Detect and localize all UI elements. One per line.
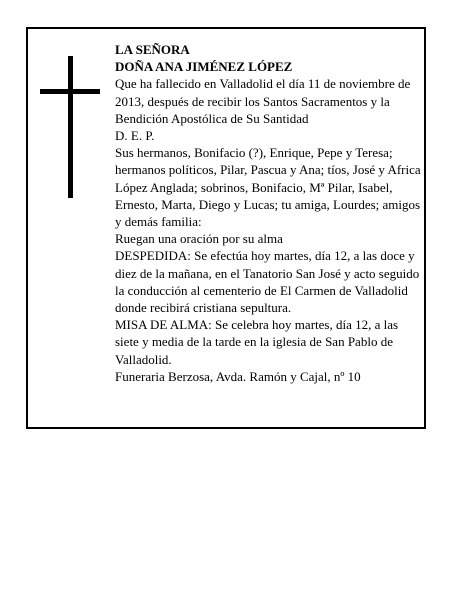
deceased-name: DOÑA ANA JIMÉNEZ LÓPEZ: [115, 59, 293, 75]
farewell-details: DESPEDIDA: Se efectúa hoy martes, día 12, a las doce y diez de la mañana, en el Tanatorio San José y acto seguido la conducción al cementerio de El Carmen de Valladolid donde recibirá cristiana sepultura.: [115, 248, 420, 316]
mass-details: MISA DE ALMA: Se celebra hoy martes, día 12, a las siete y media de la tarde en la iglesia de San Pablo de Valladolid.: [115, 317, 399, 367]
family-list: Sus hermanos, Bonifacio (?), Enrique, Pepe y Teresa; hermanos políticos, Pilar, Pascua y Ana; tíos, José y Africa López Anglada; sobrinos, Bonifacio, Mª Pilar, Isabel, Ernesto, Marta, Diego y Lucas; tu amiga, Lourdes; amigos y demás familia:: [115, 145, 421, 230]
obituary-notice: [26, 27, 426, 429]
notice-title: LA SEÑORA: [115, 42, 190, 57]
prayer-request: Ruegan una oración por su alma: [115, 231, 283, 247]
funeral-home: Funeraria Berzosa, Avda. Ramón y Cajal, nº 10: [115, 368, 361, 384]
notice-text: [115, 41, 423, 385]
cross-horizontal-bar: [40, 89, 100, 94]
rest-in-peace: D. E. P.: [115, 128, 155, 144]
cross-icon: [40, 56, 100, 198]
cross-vertical-bar: [68, 56, 73, 198]
death-announcement: Que ha fallecido en Valladolid el día 11 de noviembre de 2013, después de recibir los Santos Sacramentos y la Bendición Apostólica de Su Santidad: [115, 76, 411, 126]
